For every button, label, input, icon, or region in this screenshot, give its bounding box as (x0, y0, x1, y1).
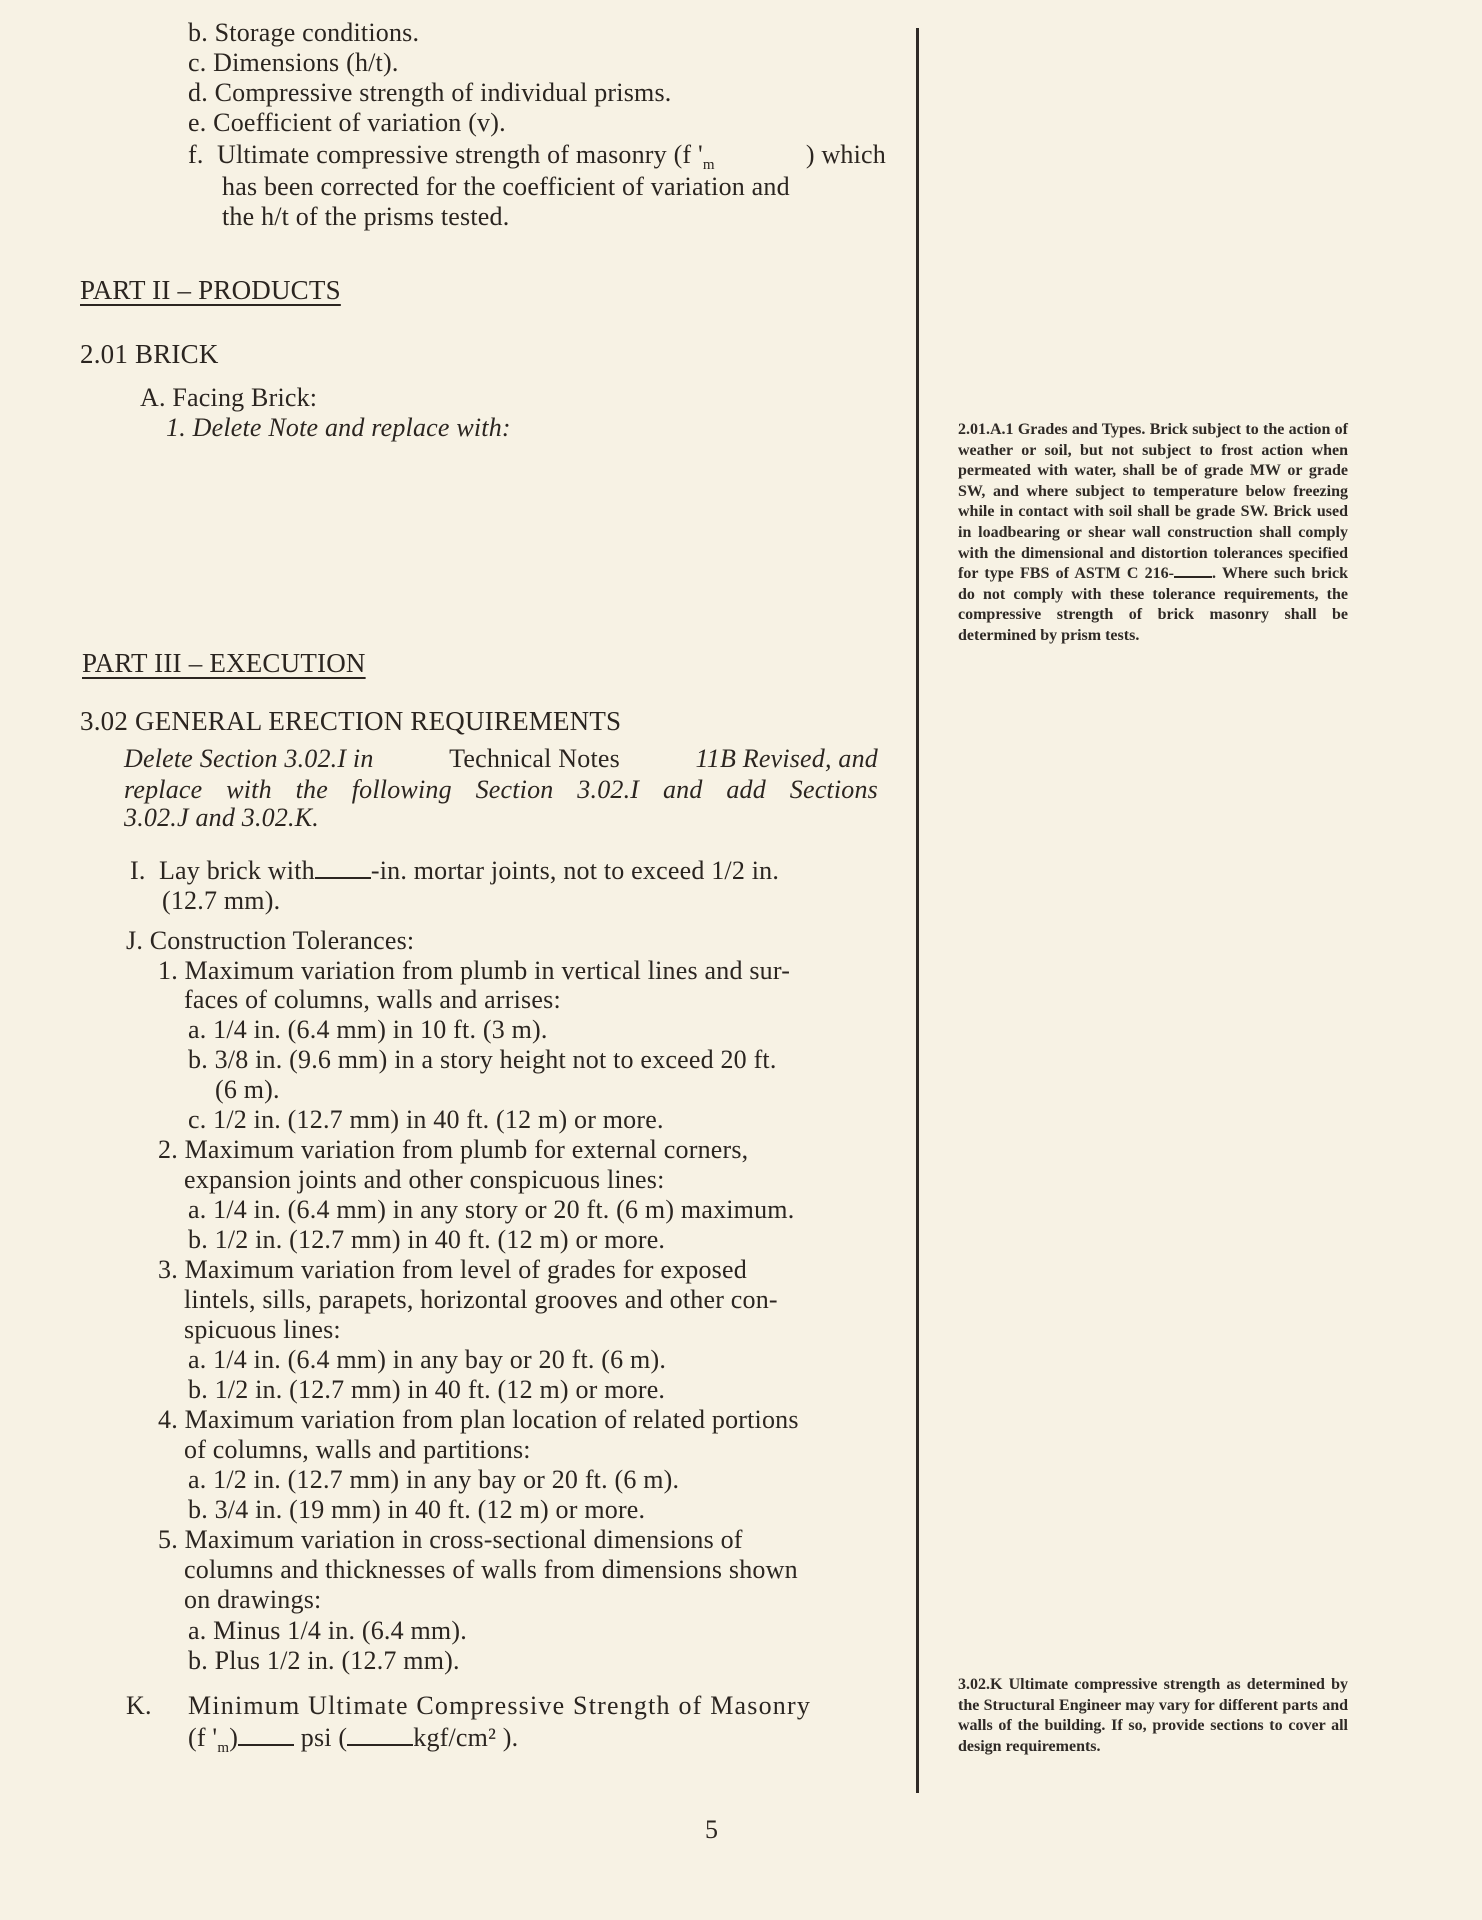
tolerance-item: 1. Maximum variation from plumb in vertical lines and sur- (158, 956, 791, 985)
sub-item: b. 1/2 in. (12.7 mm) in 40 ft. (12 m) or more. (188, 1375, 666, 1404)
section-3-02-heading: 3.02 GENERAL ERECTION REQUIREMENTS (80, 706, 622, 736)
item-i: I. Lay brick with -in. mortar joints, not to exceed 1/2 in. (130, 856, 780, 885)
part-ii-heading: PART II – PRODUCTS (80, 275, 341, 305)
sub-item: a. 1/4 in. (6.4 mm) in any bay or 20 ft. (6 m). (188, 1345, 667, 1374)
side-note-3-02-k: 3.02.K Ultimate compressive strength as determined by the Structural Engineer may vary for different parts and walls of the building. If so, provide sections to cover all design requirements. (958, 1676, 1348, 1755)
item-k-marker: K. (126, 1691, 152, 1720)
intro-line: 3.02.J and 3.02.K. (124, 803, 319, 832)
list-item: e. Coefficient of variation (v). (188, 108, 506, 137)
sub-item: a. Minus 1/4 in. (6.4 mm). (188, 1616, 467, 1645)
sub-item: b. 1/2 in. (12.7 mm) in 40 ft. (12 m) or more. (188, 1225, 666, 1254)
text-line: lintels, sills, parapets, horizontal grooves and other con- (184, 1285, 778, 1314)
blank-field (238, 1728, 294, 1746)
sub-item: a. 1/4 in. (6.4 mm) in any story or 20 ft. (6 m) maximum. (188, 1195, 795, 1224)
text-line: faces of columns, walls and arrises: (184, 985, 561, 1014)
sub-item: c. 1/2 in. (12.7 mm) in 40 ft. (12 m) or more. (188, 1105, 664, 1134)
text-line: has been corrected for the coefficient of variation and (222, 172, 790, 201)
text-line: (12.7 mm). (162, 886, 281, 915)
intro-line: Delete Section 3.02.I in Technical Notes 11B Revised, and (124, 744, 878, 773)
list-item: b. Storage conditions. (188, 18, 420, 47)
list-item: c. Dimensions (h/t). (188, 48, 399, 77)
tolerance-item: 5. Maximum variation in cross-sectional dimensions of (158, 1525, 743, 1554)
text-line: the h/t of the prisms tested. (222, 202, 510, 231)
text-line: expansion joints and other conspicuous lines: (184, 1165, 665, 1194)
item-j-heading: J. Construction Tolerances: (126, 926, 415, 955)
text-line: columns and thicknesses of walls from dimensions shown (184, 1555, 798, 1584)
sub-item: a. 1/4 in. (6.4 mm) in 10 ft. (3 m). (188, 1015, 548, 1044)
part-iii-heading: PART III – EXECUTION (82, 648, 366, 678)
sub-item: a. 1/2 in. (12.7 mm) in any bay or 20 ft. (6 m). (188, 1465, 680, 1494)
tolerance-item: 3. Maximum variation from level of grades for exposed (158, 1255, 747, 1284)
sub-item: b. 3/4 in. (19 mm) in 40 ft. (12 m) or more. (188, 1495, 646, 1524)
text-line: of columns, walls and partitions: (184, 1435, 531, 1464)
text-line: (6 m). (215, 1075, 280, 1104)
list-item: d. Compressive strength of individual prisms. (188, 78, 672, 107)
tolerance-item: 2. Maximum variation from plumb for external corners, (158, 1135, 749, 1164)
blank-field (1174, 564, 1212, 578)
text-line: spicuous lines: (184, 1315, 341, 1344)
section-2-01-heading: 2.01 BRICK (80, 339, 219, 369)
blank-field (347, 1728, 413, 1746)
side-note-2-01-a-1: 2.01.A.1 Grades and Types. Brick subject to the action of weather or soil, but not subject to frost action when permeated with water, shall be of grade MW or grade SW, and where subject to temperature below freezing while in contact with soil shall be grade SW. Brick used in loadbearing or shear wall construction shall comply with the dimensional and distortion tolerances specified for type FBS of ASTM C 216- . Where such brick do not comply with these tolerance requirements, the compressive strength of brick masonry shall be determined by prism tests. (958, 421, 1348, 644)
blank-field (315, 861, 371, 879)
page-number: 5 (705, 1815, 718, 1844)
text-line: on drawings: (184, 1585, 322, 1614)
sub-item: b. 3/8 in. (9.6 mm) in a story height not to exceed 20 ft. (188, 1045, 777, 1074)
delete-note-line: 1. Delete Note and replace with: (166, 413, 511, 442)
list-item-f: f. Ultimate compressive strength of masonry (f '$_m$ ) which (188, 140, 886, 174)
sub-item: b. Plus 1/2 in. (12.7 mm). (188, 1646, 460, 1675)
column-divider (916, 28, 919, 1793)
item-k-values: (f '$_m$) psi ( kgf/cm² ). (188, 1723, 519, 1757)
intro-line: replace with the following Section 3.02.I and add Sections (124, 775, 878, 804)
tolerance-item: 4. Maximum variation from plan location of related portions (158, 1405, 799, 1434)
subsection-a: A. Facing Brick: (140, 383, 318, 412)
item-k-title: Minimum Ultimate Compressive Strength of Masonry (188, 1691, 812, 1720)
